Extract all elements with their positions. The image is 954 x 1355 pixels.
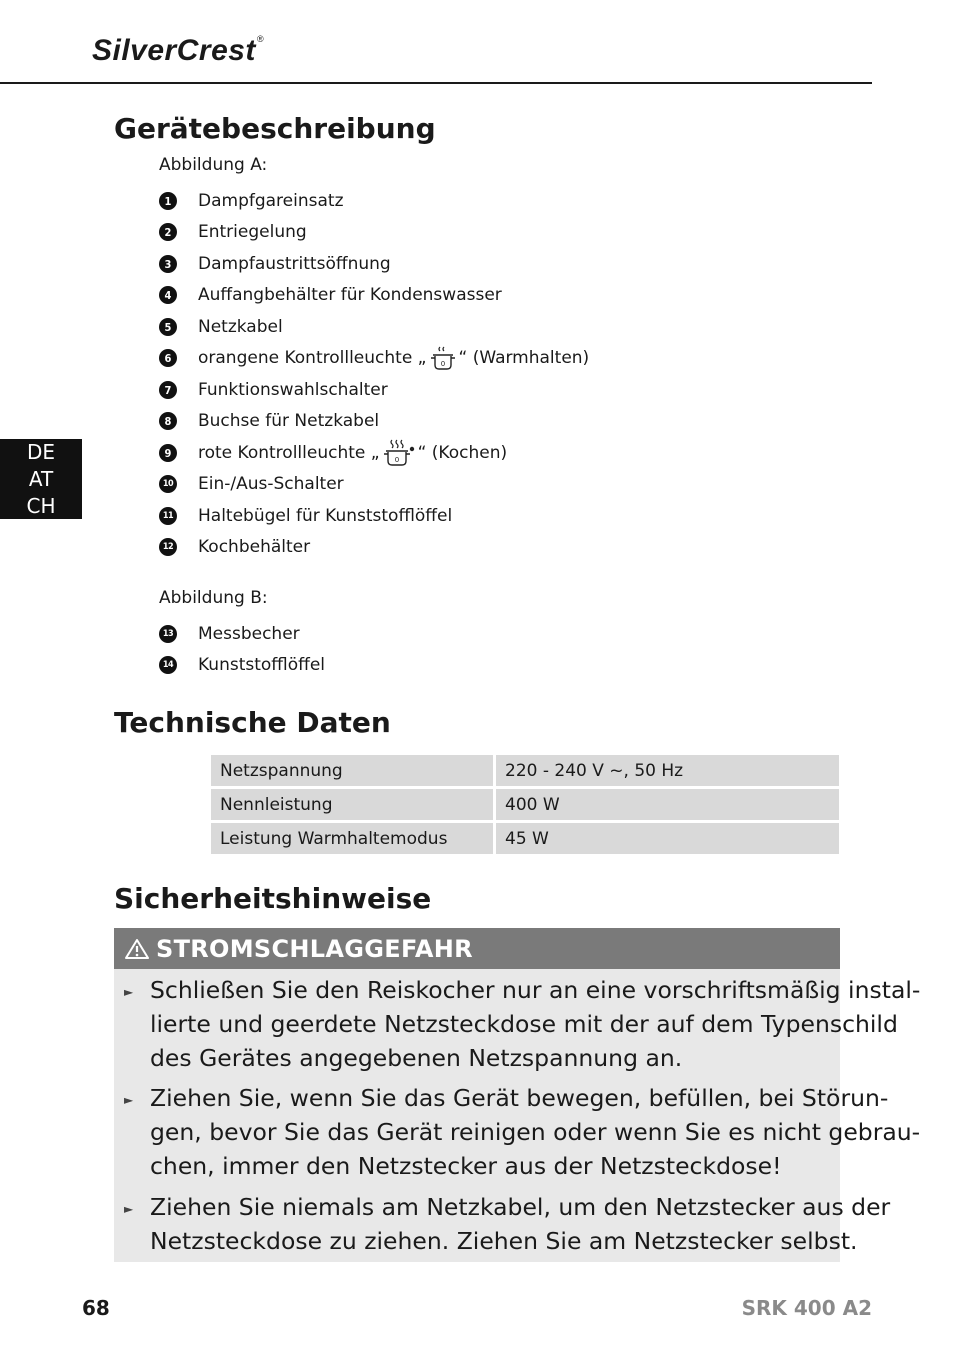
list-item [159,409,379,433]
list-item [159,622,300,646]
spec-label: Nennleistung [211,789,496,820]
spec-label: Netzspannung [211,755,496,786]
item-number: 14 [159,656,177,674]
item-label: Haltebügel für Kunststofflöffel [198,506,453,526]
list-item [159,441,507,465]
item-label: orangene Kontrollleuchte „ 0 “ (Warmhalten) [198,345,589,371]
spec-value: 400 W [496,789,839,820]
item-number: 11 [159,507,177,525]
list-item [159,535,310,559]
item-number: 8 [159,412,177,430]
item-number: 6 [159,349,177,367]
item-label: Kochbehälter [198,537,311,557]
item-label: Entriegelung [198,222,307,242]
bullet-line: des Gerätes angegebenen Netzspannung an. [150,1044,683,1072]
spec-table [211,752,839,857]
keep-warm-pot-icon [428,345,458,371]
list-item [159,378,388,402]
list-item [124,1081,921,1183]
svg-text:0: 0 [440,360,445,368]
bullet-line: chen, immer den Netzstecker aus der Netzsteckdose! [150,1152,782,1180]
item-label: Kunststofflöffel [198,655,326,675]
spec-label: Leistung Warmhaltemodus [211,823,496,854]
item-label: Dampfgareinsatz [198,191,344,211]
list-item [159,220,307,244]
item-label: Ein-/Aus-Schalter [198,474,344,494]
item-number: 13 [159,625,177,643]
header-rule [0,82,872,84]
figure-a-label: Abbildung A: [159,155,268,175]
item-number: 9 [159,444,177,462]
list-item [159,189,344,213]
cooking-pot-icon [381,438,417,468]
item-number: 5 [159,318,177,336]
bullet-line: Ziehen Sie niemals am Netzkabel, um den Netzstecker aus der [150,1193,891,1221]
lang-de: DE [26,439,56,464]
item-number: 7 [159,381,177,399]
bullet-arrow-icon: ► [124,1202,134,1216]
item-label: Auffangbehälter für Kondenswasser [198,285,502,305]
lang-at: AT [28,466,54,491]
language-tab [0,439,82,519]
section-title-safety: Sicherheitshinweise [114,882,432,915]
svg-text:0: 0 [394,456,399,464]
model-number: SRK 400 A2 [741,1296,872,1320]
spec-value: 220 - 240 V ~, 50 Hz [496,755,839,786]
list-item [124,973,921,1075]
bullet-line: gen, bevor Sie das Gerät reinigen oder wenn Sie es nicht gebrau- [150,1118,921,1146]
figure-b-label: Abbildung B: [159,588,268,608]
bullet-line: Netzsteckdose zu ziehen. Ziehen Sie am Netzstecker selbst. [150,1227,858,1255]
item-label: Dampfaustrittsöffnung [198,254,391,274]
item-number: 3 [159,255,177,273]
page-number: 68 [82,1296,110,1320]
section-title-description: Gerätebeschreibung [114,112,436,145]
item-number: 2 [159,223,177,241]
list-item [159,504,452,528]
item-number: 12 [159,538,177,556]
list-item [159,252,391,276]
bullet-line: lierte und geerdete Netzsteckdose mit der auf dem Typenschild [150,1010,898,1038]
list-item [159,346,589,370]
item-number: 4 [159,286,177,304]
item-number: 10 [159,475,177,493]
item-label: Netzkabel [198,317,283,337]
list-item [159,315,283,339]
list-item [159,283,502,307]
lang-ch: CH [26,493,56,518]
brand-logo: SilverCrest® [92,34,265,67]
table-row [211,823,839,854]
bullet-line: Ziehen Sie, wenn Sie das Gerät bewegen, befüllen, bei Störun- [150,1084,889,1112]
list-item [159,472,344,496]
bullet-line: Schließen Sie den Reiskocher nur an eine vorschriftsmäßig instal- [150,976,921,1004]
item-label: Buchse für Netzkabel [198,411,380,431]
item-label: rote Kontrollleuchte „ 0 “ (Kochen) [198,438,507,468]
list-item [159,653,325,677]
item-number: 1 [159,192,177,210]
warning-triangle-icon [124,938,150,960]
section-title-tech: Technische Daten [114,706,391,739]
spec-value: 45 W [496,823,839,854]
table-row [211,789,839,820]
table-row [211,755,839,786]
warning-title: STROMSCHLAGGEFAHR [156,934,473,963]
item-label: Messbecher [198,624,300,644]
item-label: Funktionswahlschalter [198,380,388,400]
bullet-arrow-icon: ► [124,985,134,999]
list-item [124,1190,891,1258]
bullet-arrow-icon: ► [124,1093,134,1107]
warning-box [114,928,921,1262]
warning-header [114,928,840,969]
